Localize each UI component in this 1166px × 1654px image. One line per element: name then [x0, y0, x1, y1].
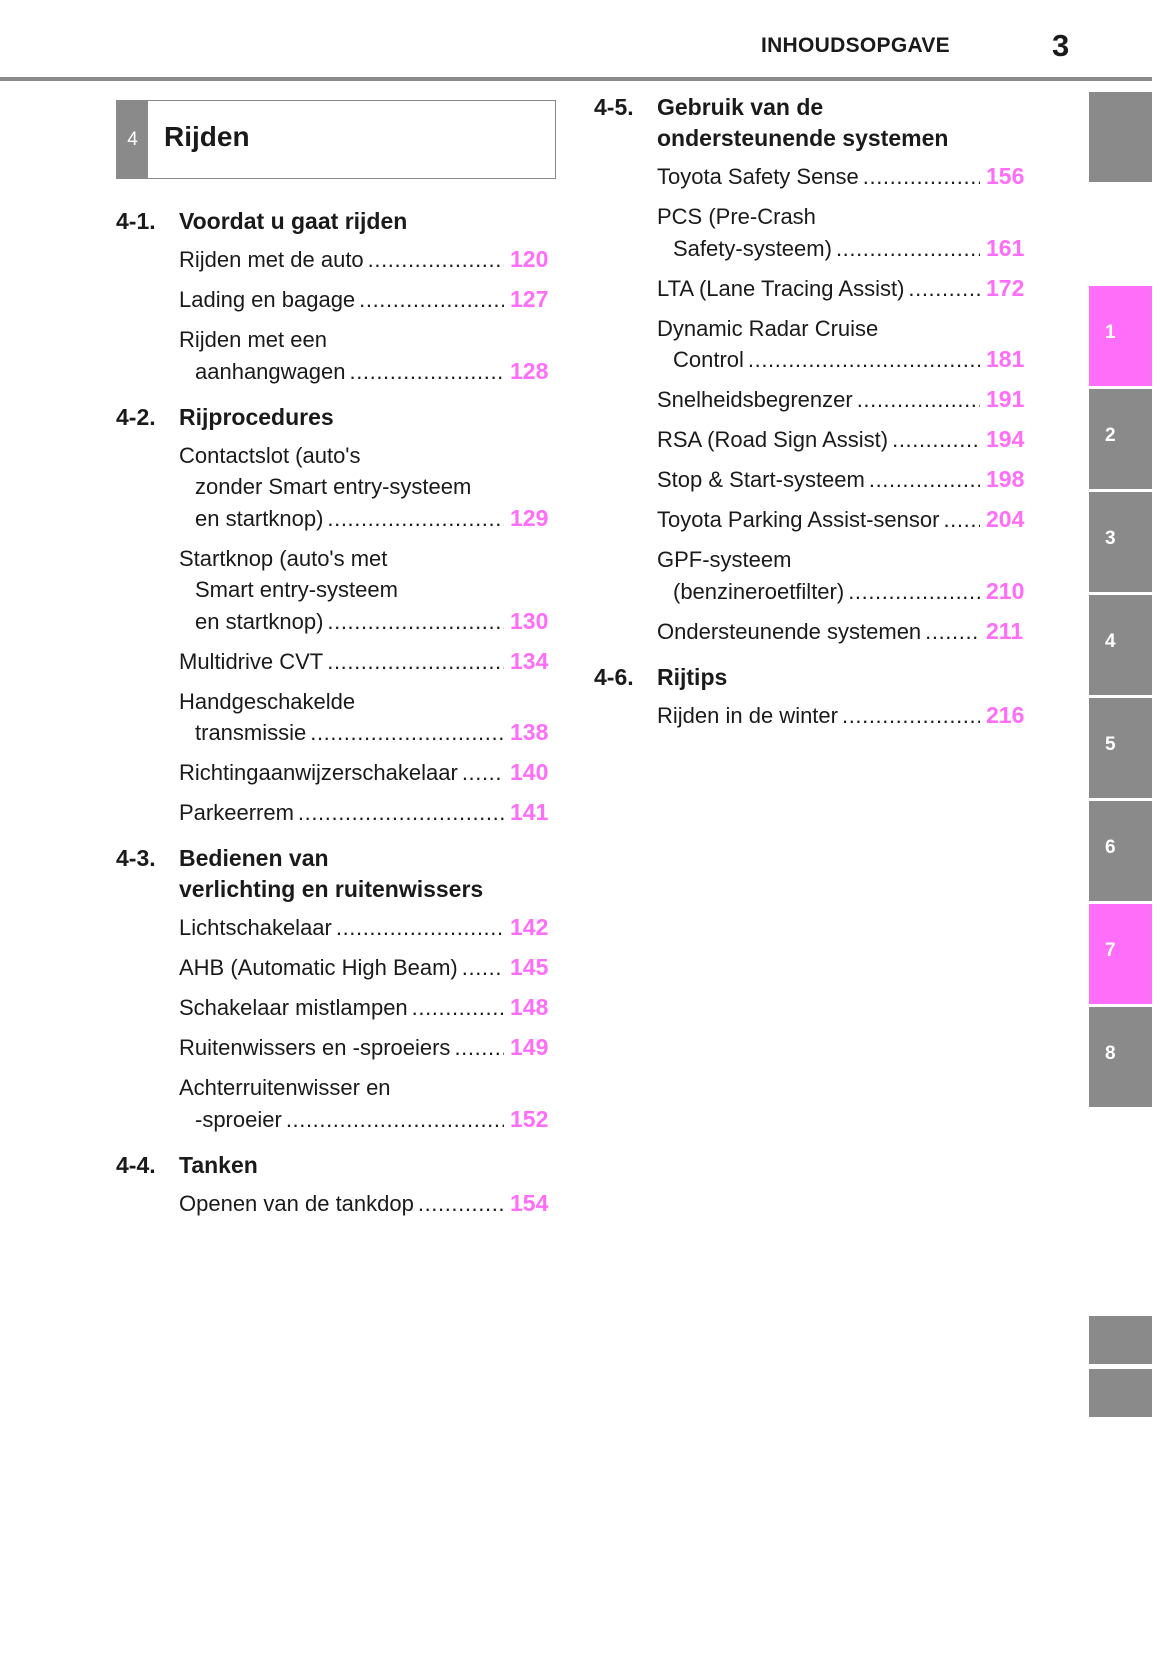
dot-leader — [359, 284, 504, 316]
section-number: 4-6. — [594, 663, 634, 690]
toc-entry[interactable] — [179, 646, 556, 678]
toc-page-link[interactable]: 172 — [986, 274, 1025, 301]
toc-section — [594, 662, 1032, 746]
toc-entry[interactable] — [179, 757, 556, 789]
toc-entry-text: PCS (Pre-Crash — [657, 204, 816, 229]
section-title: Rijprocedures — [179, 403, 334, 430]
toc-section — [116, 843, 556, 1150]
toc-entry[interactable] — [657, 464, 1032, 496]
toc-page-link[interactable]: 145 — [510, 954, 549, 980]
section-heading — [116, 206, 556, 237]
toc-entry-text: Toyota Safety Sense — [657, 164, 859, 189]
section-number: 4-1. — [116, 208, 156, 234]
dot-leader — [418, 1188, 504, 1220]
toc-page-link[interactable]: 129 — [510, 504, 549, 531]
toc-page-link[interactable]: 138 — [510, 719, 549, 745]
toc-page-link[interactable]: 128 — [510, 357, 549, 384]
toc-entry[interactable] — [657, 313, 1032, 376]
page-number: 3 — [1052, 28, 1070, 63]
section-heading — [594, 662, 1032, 693]
section-heading — [116, 1150, 556, 1181]
toc-page-link[interactable]: 148 — [510, 994, 549, 1020]
toc-entry[interactable] — [657, 504, 1032, 536]
toc-entry-text: -sproeier — [195, 1106, 282, 1132]
dot-leader — [892, 424, 980, 456]
toc-page-link[interactable]: 181 — [986, 346, 1025, 372]
toc-entry[interactable] — [657, 161, 1032, 193]
section-number: 4-4. — [116, 1151, 156, 1178]
toc-entry-text: Rijden met een — [179, 327, 327, 352]
toc-page-link[interactable]: 149 — [510, 1034, 549, 1060]
dot-leader — [863, 161, 980, 193]
toc-section — [116, 206, 556, 402]
toc-entry[interactable] — [179, 324, 556, 387]
toc-page-link[interactable]: 141 — [510, 799, 549, 825]
toc-entry[interactable] — [179, 1072, 556, 1135]
toc-entry[interactable] — [179, 284, 556, 316]
section-number: 4-5. — [594, 94, 634, 120]
toc-entry[interactable] — [179, 912, 556, 944]
toc-entry[interactable] — [657, 384, 1032, 416]
header-title: INHOUDSOPGAVE — [760, 34, 950, 57]
toc-entry-text: (benzineroetfilter) — [673, 578, 845, 604]
toc-entry-text: Safety-systeem) — [673, 235, 832, 261]
toc-entry-text: Toyota Parking Assist-sensor — [657, 507, 940, 532]
dot-leader — [869, 464, 980, 496]
dot-leader — [925, 616, 980, 648]
chapter-heading — [116, 100, 556, 179]
toc-entry[interactable] — [657, 616, 1032, 648]
toc-entry-text: Parkeerrem — [179, 800, 294, 825]
toc-entry[interactable] — [179, 244, 556, 276]
toc-entry[interactable] — [657, 700, 1032, 732]
toc-page-link[interactable]: 194 — [986, 426, 1025, 452]
dot-leader — [368, 244, 504, 276]
dot-leader — [298, 797, 504, 829]
toc-entry-text: Snelheidsbegrenzer — [657, 387, 853, 412]
toc-entry-text: Contactslot (auto's — [179, 442, 361, 468]
toc-left-column — [116, 206, 556, 1234]
dot-leader — [349, 356, 504, 388]
toc-page-link[interactable]: 216 — [986, 701, 1025, 728]
toc-entry-text: Dynamic Radar Cruise — [657, 315, 879, 341]
toc-page-link[interactable]: 140 — [510, 759, 549, 785]
toc-entry-text: en startknop) — [195, 608, 324, 634]
toc-entry-text: Ruitenwissers en -sproeiers — [179, 1035, 451, 1060]
section-title: Voordat u gaat rijden — [179, 208, 408, 234]
dot-leader — [836, 233, 980, 265]
toc-entry[interactable] — [657, 201, 1032, 264]
toc-entry-text: Smart entry-systeem — [195, 577, 398, 602]
tab-blank-top — [1089, 92, 1152, 182]
toc-entry-text: transmissie — [195, 720, 307, 745]
tab-blank-bottom[interactable] — [1089, 1369, 1152, 1417]
toc-entry[interactable] — [179, 543, 556, 638]
toc-entry-text: Achterruitenwisser en — [179, 1075, 391, 1100]
tab-chapter-4[interactable]: 4 — [1089, 595, 1152, 695]
dot-leader — [848, 576, 980, 608]
dot-leader — [748, 344, 980, 376]
section-heading — [594, 92, 1032, 154]
toc-page-link[interactable]: 134 — [510, 647, 549, 674]
dot-leader — [462, 952, 504, 984]
toc-page-link[interactable]: 130 — [510, 607, 549, 634]
section-title: Tanken — [179, 1151, 258, 1178]
header-divider — [0, 77, 1152, 81]
tab-chapter-5[interactable]: 5 — [1089, 698, 1152, 798]
toc-entry[interactable] — [179, 1188, 556, 1220]
dot-leader — [908, 273, 980, 305]
toc-entry-text: RSA (Road Sign Assist) — [657, 427, 889, 452]
dot-leader — [286, 1104, 504, 1136]
tab-chapter-8[interactable]: 8 — [1089, 1007, 1152, 1107]
chapter-number: 4 — [117, 101, 148, 178]
chapter-title: Rijden — [164, 121, 250, 152]
toc-page-link[interactable]: 142 — [510, 914, 549, 940]
section-number: 4-3. — [116, 845, 156, 871]
toc-page-link[interactable]: 127 — [510, 286, 549, 312]
toc-entry-text: Rijden met de auto — [179, 247, 364, 272]
dot-leader — [462, 757, 504, 789]
toc-page-link[interactable]: 120 — [510, 246, 549, 272]
toc-entry-text: Startknop (auto's met — [179, 545, 388, 571]
toc-right-column — [594, 92, 1032, 746]
section-number: 4-2. — [116, 403, 156, 430]
toc-page-link[interactable]: 154 — [510, 1189, 549, 1216]
dot-leader — [310, 717, 504, 749]
toc-entry-text: GPF-systeem — [657, 547, 792, 572]
section-title: Bedienen van verlichting en ruitenwissers — [179, 845, 484, 902]
dot-leader — [943, 504, 980, 536]
tab-chapter-7[interactable]: 7 — [1089, 904, 1152, 1004]
tab-chapter-3[interactable]: 3 — [1089, 492, 1152, 592]
toc-entry[interactable] — [179, 440, 556, 535]
toc-entry-text: AHB (Automatic High Beam) — [179, 955, 458, 980]
toc-entry-text: Lading en bagage — [179, 287, 356, 312]
section-heading — [116, 843, 556, 905]
toc-page-link[interactable]: 191 — [986, 386, 1025, 412]
dot-leader — [327, 646, 504, 678]
toc-section — [594, 92, 1032, 662]
toc-page-link[interactable]: 156 — [986, 163, 1025, 189]
toc-page-link[interactable]: 211 — [986, 617, 1024, 644]
toc-entry-text: Schakelaar mistlampen — [179, 995, 408, 1020]
toc-entry-text: Handgeschakelde — [179, 688, 356, 714]
dot-leader — [327, 503, 504, 535]
dot-leader — [336, 912, 504, 944]
toc-entry-text: Ondersteunende systemen — [657, 618, 922, 644]
toc-entry-text: Stop & Start-systeem — [657, 467, 865, 492]
toc-entry[interactable] — [179, 952, 556, 984]
section-heading — [116, 402, 556, 433]
dot-leader — [842, 700, 980, 732]
toc-page-link[interactable]: 210 — [986, 577, 1025, 604]
tab-chapter-2[interactable]: 2 — [1089, 389, 1152, 489]
tab-chapter-6[interactable]: 6 — [1089, 801, 1152, 901]
toc-entry[interactable] — [179, 686, 556, 749]
toc-entry-text: Richtingaanwijzerschakelaar — [179, 760, 458, 785]
section-title: Gebruik van de ondersteunende systemen — [657, 94, 949, 151]
toc-page-link[interactable]: 152 — [510, 1105, 549, 1132]
toc-entry-text: Openen van de tankdop — [179, 1190, 414, 1216]
toc-entry[interactable] — [179, 992, 556, 1024]
dot-leader — [454, 1032, 504, 1064]
toc-entry-text: en startknop) — [195, 505, 324, 531]
toc-entry-text: zonder Smart entry-systeem — [195, 474, 472, 499]
toc-entry[interactable] — [179, 797, 556, 829]
toc-entry-text: Lichtschakelaar — [179, 915, 332, 940]
toc-entry[interactable] — [657, 273, 1032, 305]
dot-leader — [857, 384, 980, 416]
toc-entry-text: aanhangwagen — [195, 358, 346, 384]
section-title: Rijtips — [657, 663, 728, 690]
toc-entry-text: Rijden in de winter — [657, 702, 838, 728]
tab-chapter-1[interactable]: 1 — [1089, 286, 1152, 386]
toc-entry-text: Control — [673, 347, 744, 372]
toc-page-link[interactable]: 198 — [986, 466, 1025, 492]
toc-section — [116, 1150, 556, 1234]
toc-entry[interactable] — [657, 424, 1032, 456]
tab-blank-bottom[interactable] — [1089, 1316, 1152, 1364]
dot-leader — [412, 992, 504, 1024]
toc-entry-text: LTA (Lane Tracing Assist) — [657, 275, 905, 301]
dot-leader — [327, 606, 504, 638]
toc-entry-text: Multidrive CVT — [179, 648, 324, 674]
toc-entry[interactable] — [657, 544, 1032, 607]
toc-page-link[interactable]: 204 — [986, 506, 1025, 532]
toc-entry[interactable] — [179, 1032, 556, 1064]
toc-section — [116, 402, 556, 844]
toc-page-link[interactable]: 161 — [986, 234, 1025, 261]
